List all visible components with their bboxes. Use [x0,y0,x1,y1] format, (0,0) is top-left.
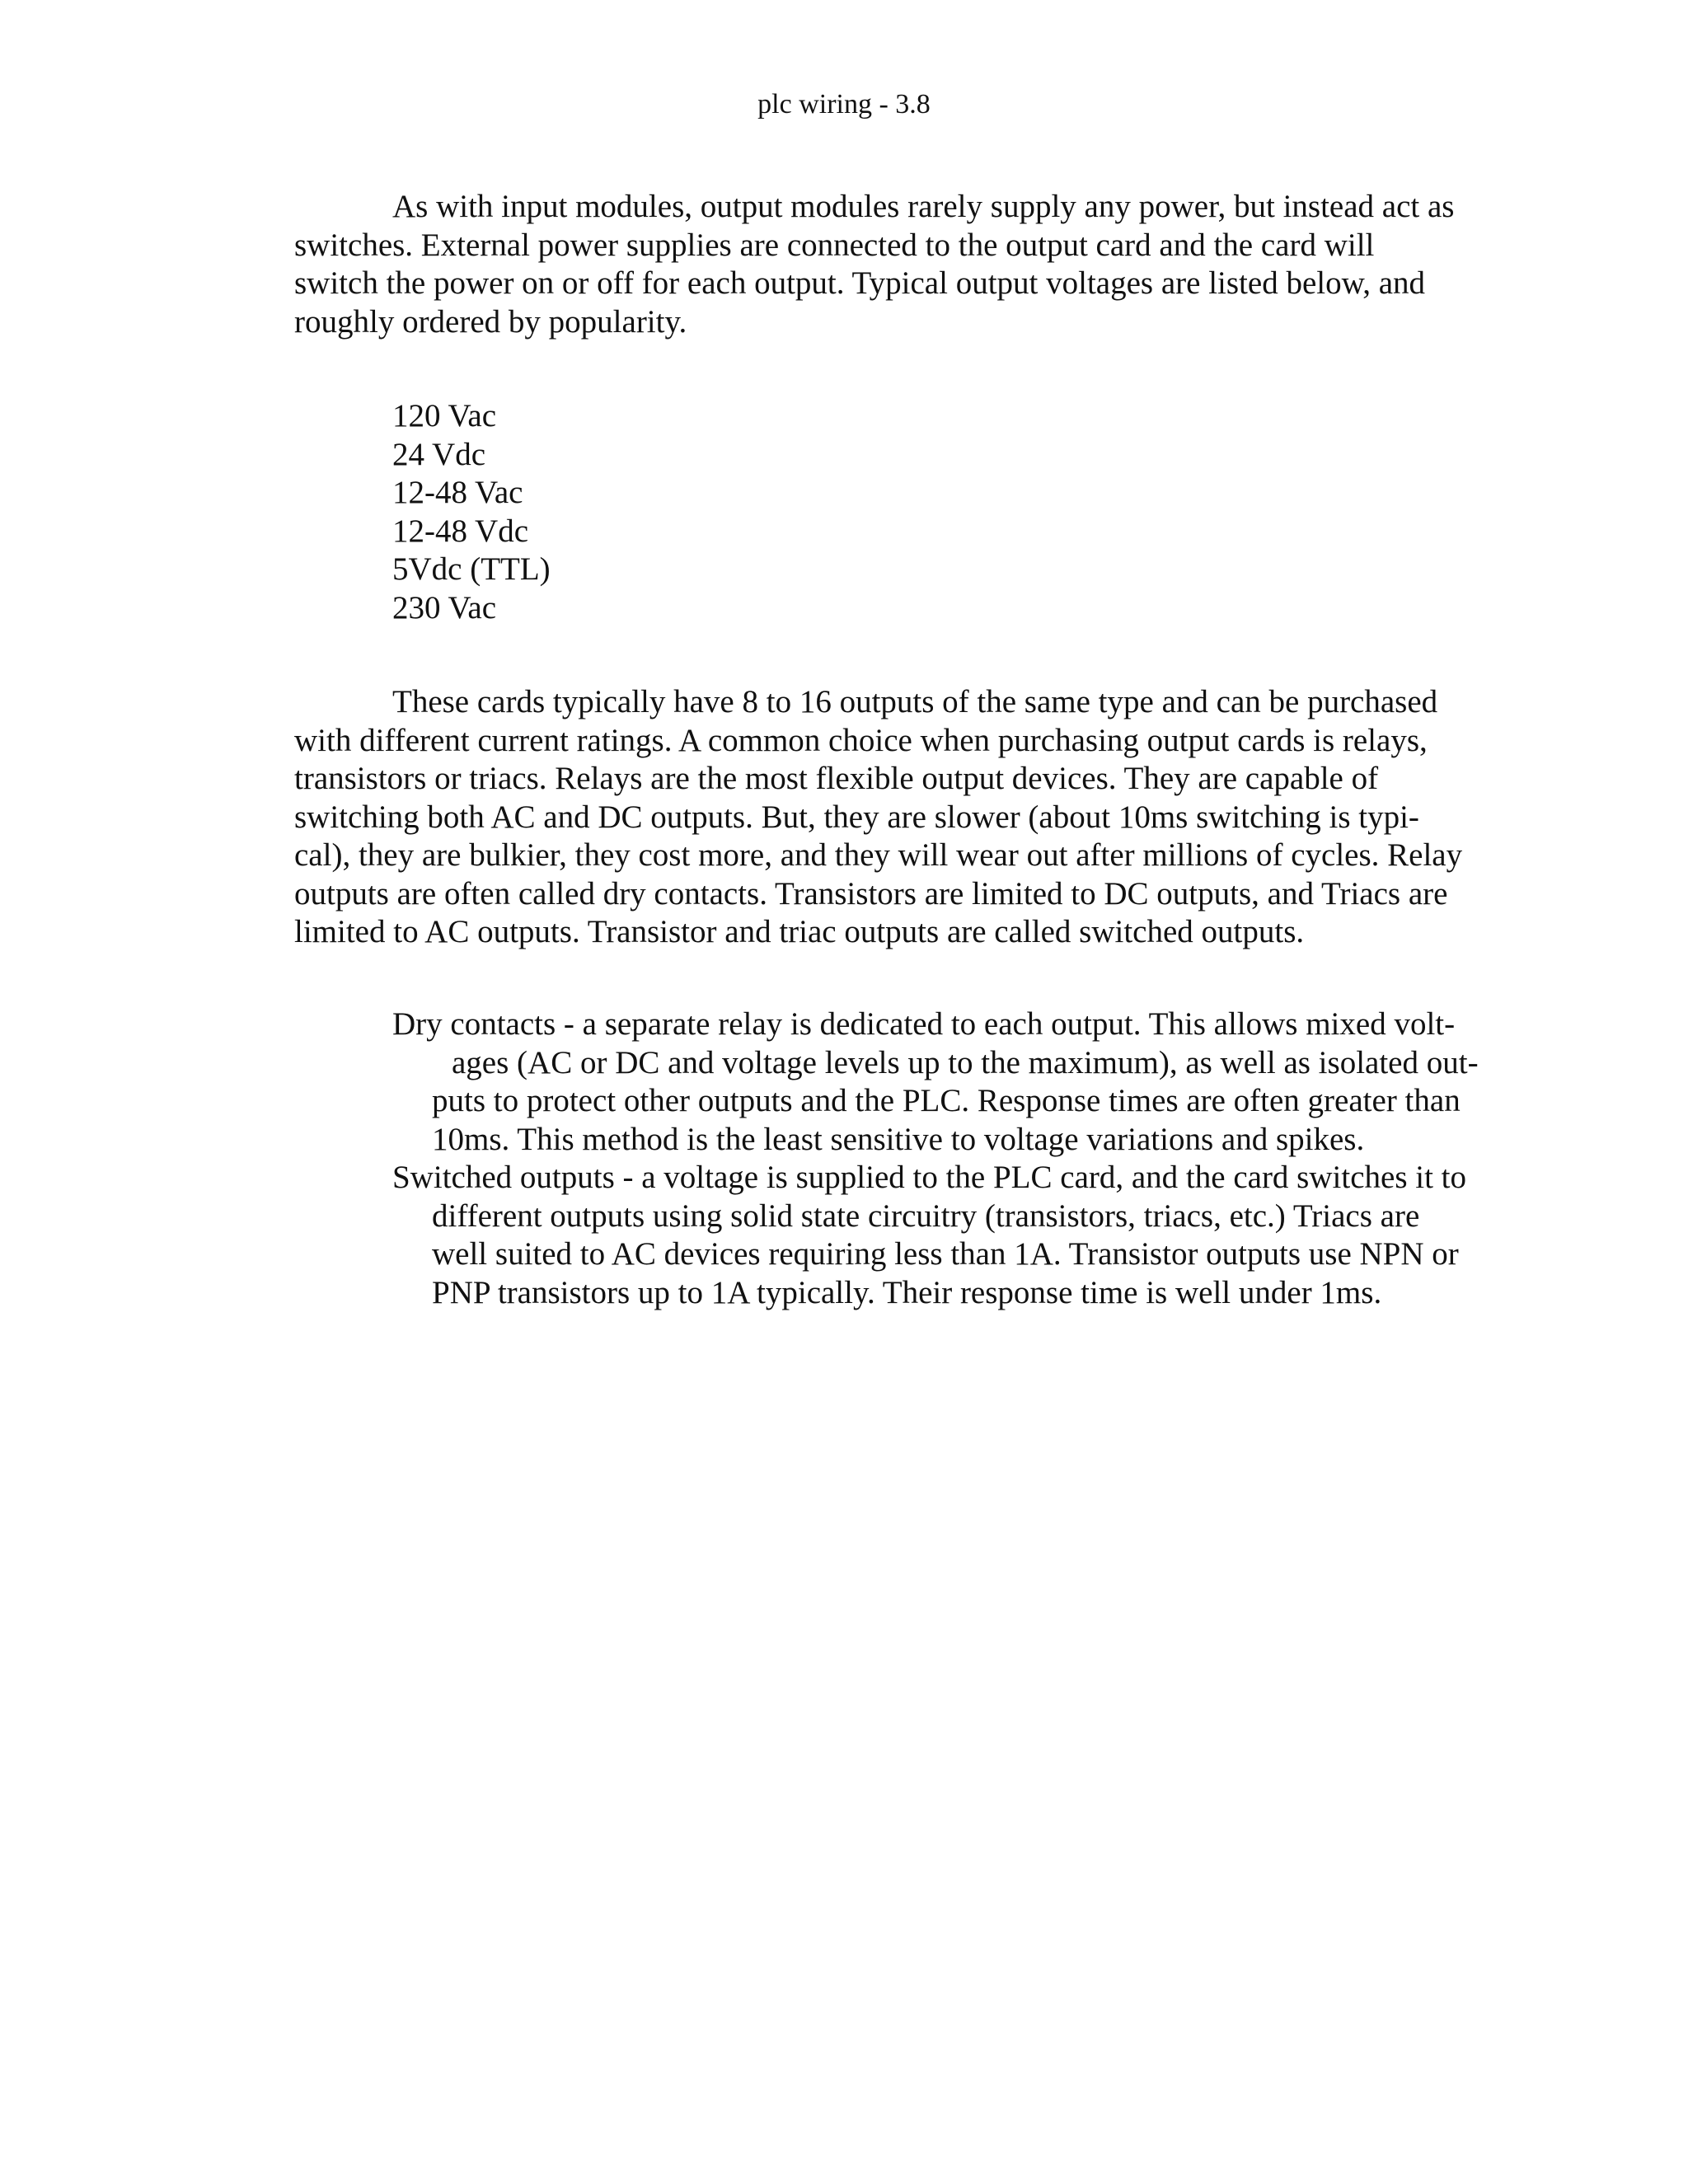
paragraph-line: switch the power on or off for each output. Typical output voltages are listed below, and [294,265,1426,301]
definition-line: 10ms. This method is the least sensitive to voltage variations and spikes. [432,1121,1365,1157]
voltage-item: 24 Vdc [392,436,486,472]
paragraph-line: limited to AC outputs. Transistor and triac outputs are called switched outputs. [294,914,1305,949]
paragraph-line: cal), they are bulkier, they cost more, and they will wear out after millions of cycles. Relay [294,837,1463,873]
definition-line: Dry contacts - a separate relay is dedicated to each output. This allows mixed volt- [392,1006,1456,1042]
paragraph-line: These cards typically have 8 to 16 outputs of the same type and can be purchased [392,684,1438,719]
definition-line: well suited to AC devices requiring less than 1A. Transistor outputs use NPN or [432,1236,1459,1272]
paragraph-intro [294,188,1475,341]
voltage-item: 12-48 Vdc [392,513,529,549]
definition-dry-contacts [392,1005,1480,1159]
paragraph-line: roughly ordered by popularity. [294,303,687,340]
paragraph-line: switching both AC and DC outputs. But, they are slower (about 10ms switching is typi- [294,799,1419,835]
paragraph-body [294,188,1475,341]
paragraph-line: switches. External power supplies are connected to the output card and the card will [294,227,1375,263]
running-head: plc wiring - 3.8 [757,89,931,120]
definition-line: puts to protect other outputs and the PLC. Response times are often greater than [432,1083,1461,1118]
definition-switched-outputs [392,1159,1480,1312]
voltage-item: 12-48 Vac [392,475,523,510]
paragraph-line: outputs are often called dry contacts. Transistors are limited to DC outputs, and Triacs are [294,875,1448,912]
paragraph-line: As with input modules, output modules rarely supply any power, but instead act as [392,189,1455,224]
voltage-item: 5Vdc (TTL) [392,551,551,587]
paragraph-body [294,683,1475,952]
definition-line: PNP transistors up to 1A typically. Their response time is well under 1ms. [432,1274,1382,1310]
paragraph-line: with different current ratings. A common choice when purchasing output cards is relays, [294,722,1428,758]
voltage-list [392,397,551,627]
paragraph-line: transistors or triacs. Relays are the most flexible output devices. They are capable of [294,761,1379,796]
voltage-item: 120 Vac [392,398,497,434]
definition-list [392,1005,1480,1312]
definition-line: ages (AC or DC and voltage levels up to the maximum), as well as isolated out- [452,1044,1479,1080]
definition-line: different outputs using solid state circuitry (transistors, triacs, etc.) Triacs are [432,1197,1420,1234]
definition-line: Switched outputs - a voltage is supplied to the PLC card, and the card switches it to [392,1160,1466,1195]
voltage-item: 230 Vac [392,589,497,626]
paragraph-output-cards [294,683,1475,952]
